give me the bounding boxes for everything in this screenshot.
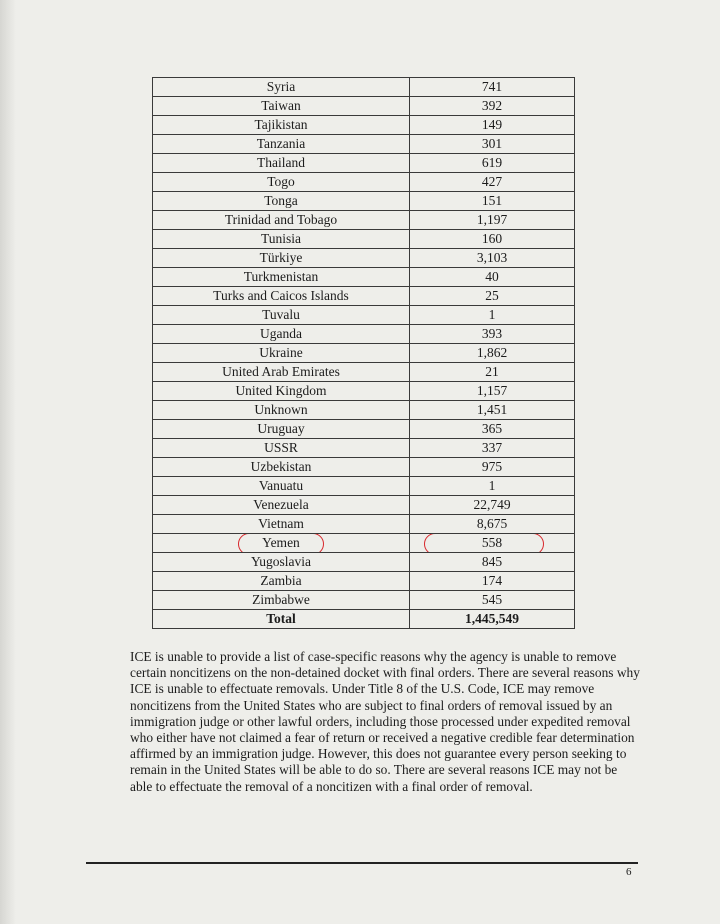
country-name: Taiwan	[261, 98, 301, 113]
count-value: 160	[481, 231, 503, 246]
table-row	[153, 135, 575, 154]
total-row	[153, 610, 575, 629]
table-row	[153, 287, 575, 306]
count-value: 40	[485, 269, 499, 284]
country-cell	[153, 192, 410, 211]
page-number: 6	[626, 866, 632, 878]
count-cell	[410, 306, 575, 325]
table-row	[153, 572, 575, 591]
count-value: 21	[485, 364, 499, 379]
count-cell	[410, 382, 575, 401]
count-value: 741	[481, 79, 503, 94]
country-cell	[153, 344, 410, 363]
country-name: Vietnam	[258, 516, 304, 531]
count-value: 845	[481, 554, 503, 569]
country-name: Tajikistan	[254, 117, 308, 132]
count-value: 365	[481, 421, 503, 436]
count-value: 427	[481, 174, 503, 189]
footer-rule	[86, 862, 638, 864]
body-paragraph: ICE is unable to provide a list of case-specific reasons why the agency is unable to remove certain noncitizens on the non-detained docket with final orders. There are several reasons why ICE is unable to effectuate removals. Under Title 8 of the U.S. Code, ICE may remove noncitizens from the United States who are subject to final orders of removal issued by an immigration judge or other lawful orders, including those processed under expedited removal who either have not claimed a fear of return or received a negative credible fear determination affirmed by an immigration judge. However, this does not guarantee every person seeking to remain in the United States will be able to do so. There are several reasons ICE may not be able to effectuate the removal of a noncitizen with a final order of removal.	[130, 649, 640, 794]
count-value: 1,157	[476, 383, 508, 398]
country-cell	[153, 306, 410, 325]
count-cell	[410, 496, 575, 515]
count-cell	[410, 78, 575, 97]
country-name: USSR	[264, 440, 298, 455]
table-row	[153, 496, 575, 515]
table-row	[153, 192, 575, 211]
country-cell	[153, 420, 410, 439]
count-cell	[410, 173, 575, 192]
count-value: 151	[481, 193, 503, 208]
total-label: Total	[153, 610, 410, 629]
country-name: Syria	[266, 79, 296, 94]
count-value: 8,675	[476, 516, 508, 531]
count-cell	[410, 439, 575, 458]
count-value: 149	[481, 117, 503, 132]
country-name: Tunisia	[260, 231, 302, 246]
country-cell	[153, 97, 410, 116]
count-cell	[410, 534, 575, 553]
country-cell	[153, 154, 410, 173]
country-cell	[153, 249, 410, 268]
table-row	[153, 401, 575, 420]
count-value: 337	[481, 440, 503, 455]
country-name: Unknown	[254, 402, 308, 417]
table-row	[153, 382, 575, 401]
table-row	[153, 344, 575, 363]
table-row	[153, 78, 575, 97]
country-name: Trinidad and Tobago	[224, 212, 338, 227]
country-cell	[153, 78, 410, 97]
count-cell	[410, 211, 575, 230]
table-row	[153, 534, 575, 553]
table-row	[153, 173, 575, 192]
country-cell	[153, 363, 410, 382]
count-cell	[410, 458, 575, 477]
red-highlight-oval	[238, 534, 324, 553]
table-row	[153, 211, 575, 230]
country-name: Uganda	[260, 326, 302, 341]
table-row	[153, 249, 575, 268]
country-cell	[153, 268, 410, 287]
count-cell	[410, 116, 575, 135]
count-cell	[410, 249, 575, 268]
total-value: 1,445,549	[410, 610, 575, 629]
table-row	[153, 97, 575, 116]
count-value: 174	[481, 573, 503, 588]
country-name: Turkmenistan	[243, 269, 319, 284]
count-cell	[410, 363, 575, 382]
table-row	[153, 439, 575, 458]
country-name: Tanzania	[256, 136, 306, 151]
country-cell	[153, 591, 410, 610]
country-name: United Arab Emirates	[222, 364, 340, 379]
country-cell	[153, 382, 410, 401]
count-cell	[410, 325, 575, 344]
count-value: 545	[481, 592, 503, 607]
count-value: 558	[482, 534, 502, 552]
count-cell	[410, 515, 575, 534]
country-name: Zambia	[260, 573, 302, 588]
country-name: Thailand	[257, 155, 305, 170]
table-row	[153, 325, 575, 344]
country-name: Turks and Caicos Islands	[213, 288, 349, 303]
count-value: 3,103	[476, 250, 508, 265]
count-cell	[410, 553, 575, 572]
table-row	[153, 458, 575, 477]
count-value: 1,451	[476, 402, 508, 417]
country-name: Venezuela	[253, 497, 309, 512]
count-cell	[410, 572, 575, 591]
country-name: Uruguay	[257, 421, 305, 436]
country-count-table	[152, 77, 575, 629]
country-cell	[153, 515, 410, 534]
count-value: 301	[481, 136, 503, 151]
country-name: Yugoslavia	[251, 554, 311, 569]
country-name: Ukraine	[259, 345, 303, 360]
table-row	[153, 154, 575, 173]
count-cell	[410, 230, 575, 249]
table-row	[153, 477, 575, 496]
country-cell	[153, 439, 410, 458]
country-cell	[153, 116, 410, 135]
country-cell	[153, 211, 410, 230]
table-row	[153, 268, 575, 287]
country-cell	[153, 534, 410, 553]
count-cell	[410, 192, 575, 211]
country-cell	[153, 173, 410, 192]
count-value: 393	[481, 326, 503, 341]
country-cell	[153, 496, 410, 515]
count-cell	[410, 591, 575, 610]
count-value: 392	[481, 98, 503, 113]
count-cell	[410, 287, 575, 306]
table-row	[153, 420, 575, 439]
country-cell	[153, 401, 410, 420]
country-name: Tonga	[264, 193, 298, 208]
country-cell	[153, 230, 410, 249]
red-highlight-oval	[424, 534, 544, 553]
count-value: 1	[488, 478, 496, 493]
country-cell	[153, 477, 410, 496]
count-value: 619	[481, 155, 503, 170]
country-name: Vanuatu	[258, 478, 304, 493]
country-cell	[153, 458, 410, 477]
country-name: Uzbekistan	[250, 459, 312, 474]
count-cell	[410, 97, 575, 116]
count-value: 1,197	[476, 212, 508, 227]
count-value: 25	[485, 288, 499, 303]
count-cell	[410, 344, 575, 363]
country-cell	[153, 325, 410, 344]
count-cell	[410, 154, 575, 173]
table-row	[153, 230, 575, 249]
country-name: Togo	[267, 174, 295, 189]
country-cell	[153, 553, 410, 572]
table-row	[153, 591, 575, 610]
count-value: 975	[481, 459, 503, 474]
table-row	[153, 116, 575, 135]
count-value: 22,749	[473, 497, 511, 512]
count-cell	[410, 401, 575, 420]
count-cell	[410, 477, 575, 496]
country-name: Tuvalu	[262, 307, 300, 322]
table-row	[153, 515, 575, 534]
count-cell	[410, 135, 575, 154]
country-cell	[153, 572, 410, 591]
table-row	[153, 553, 575, 572]
count-value: 1,862	[476, 345, 508, 360]
table-body	[153, 78, 575, 629]
table-row	[153, 306, 575, 325]
country-cell	[153, 135, 410, 154]
count-value: 1	[488, 307, 496, 322]
table-row	[153, 363, 575, 382]
country-name: United Kingdom	[235, 383, 327, 398]
country-cell	[153, 287, 410, 306]
count-cell	[410, 420, 575, 439]
country-name: Türkiye	[259, 250, 303, 265]
country-name: Yemen	[262, 534, 300, 552]
country-name: Zimbabwe	[252, 592, 310, 607]
count-cell	[410, 268, 575, 287]
